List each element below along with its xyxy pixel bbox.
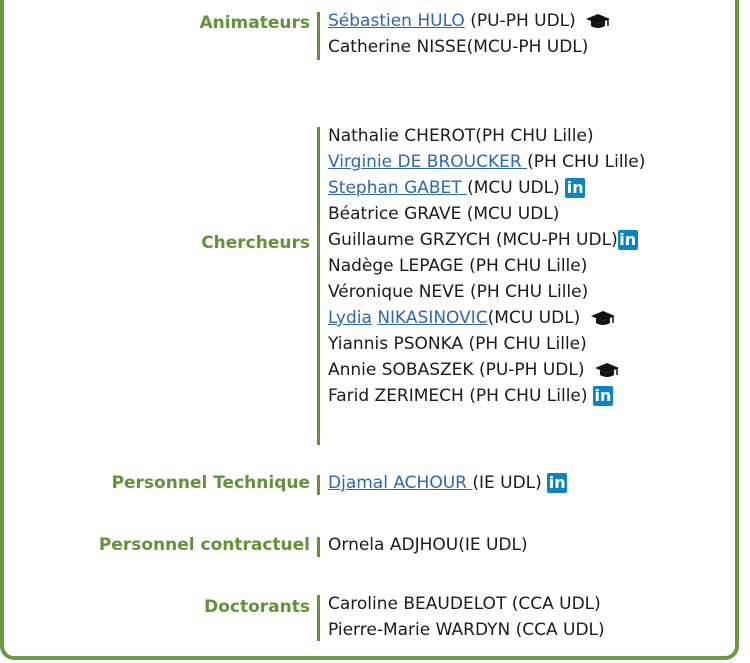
list-item: Virginie DE BROUCKER (PH CHU Lille) [328,152,646,172]
list-item: Béatrice GRAVE (MCU UDL) [328,204,560,224]
list-item: Farid ZERIMECH (PH CHU Lille) in [328,386,612,406]
person-link[interactable]: NIKASINOVIC [377,308,488,328]
graduation-cap-icon[interactable] [594,361,620,379]
list-item: Ornela ADJHOU(IE UDL) [328,535,528,555]
section-label: Personnel Technique [111,473,310,493]
section-label: Chercheurs [201,233,310,253]
person-link[interactable]: Lydia [328,308,372,328]
person-link[interactable]: Djamal ACHOUR [328,473,473,493]
list-item: Véronique NEVE (PH CHU Lille) [328,282,589,302]
section-label: Animateurs [199,13,310,33]
section-divider [317,475,320,495]
section-divider [317,127,320,445]
list-item: Nadège LEPAGE (PH CHU Lille) [328,256,588,276]
section-label: Personnel contractuel [98,535,310,555]
list-item: Pierre-Marie WARDYN (CCA UDL) [328,620,605,640]
person-link[interactable]: Virginie DE BROUCKER [328,152,528,172]
list-item: Sébastien HULO (PU-PH UDL) [328,8,611,34]
linkedin-icon[interactable]: in [619,230,637,249]
list-item: Lydia NIKASINOVIC(MCU UDL) [328,305,645,331]
list-item: Yiannis PSONKA (PH CHU Lille) [328,334,587,354]
person-link[interactable]: Sébastien HULO [328,11,465,31]
list-item: Djamal ACHOUR (IE UDL) in [328,473,566,493]
list-item: Guillaume GRZYCH (MCU-PH UDL)in [328,230,637,250]
section-label: Doctorants [204,597,310,617]
linkedin-icon[interactable]: in [566,178,584,197]
list-item: Nathalie CHEROT(PH CHU Lille) [328,126,594,146]
list-item: Stephan GABET (MCU UDL) in [328,178,584,198]
section-divider [317,537,320,557]
section-divider [317,12,320,60]
list-item: Catherine NISSE(MCU-PH UDL) [328,37,589,57]
section-divider [317,595,320,641]
graduation-cap-icon[interactable] [590,309,616,327]
list-item: Caroline BEAUDELOT (CCA UDL) [328,594,601,614]
linkedin-icon[interactable]: in [548,473,566,492]
linkedin-icon[interactable]: in [594,386,612,405]
list-item: Annie SOBASZEK (PU-PH UDL) [328,357,645,383]
person-link[interactable]: Stephan GABET [328,178,468,198]
graduation-cap-icon[interactable] [585,12,611,30]
